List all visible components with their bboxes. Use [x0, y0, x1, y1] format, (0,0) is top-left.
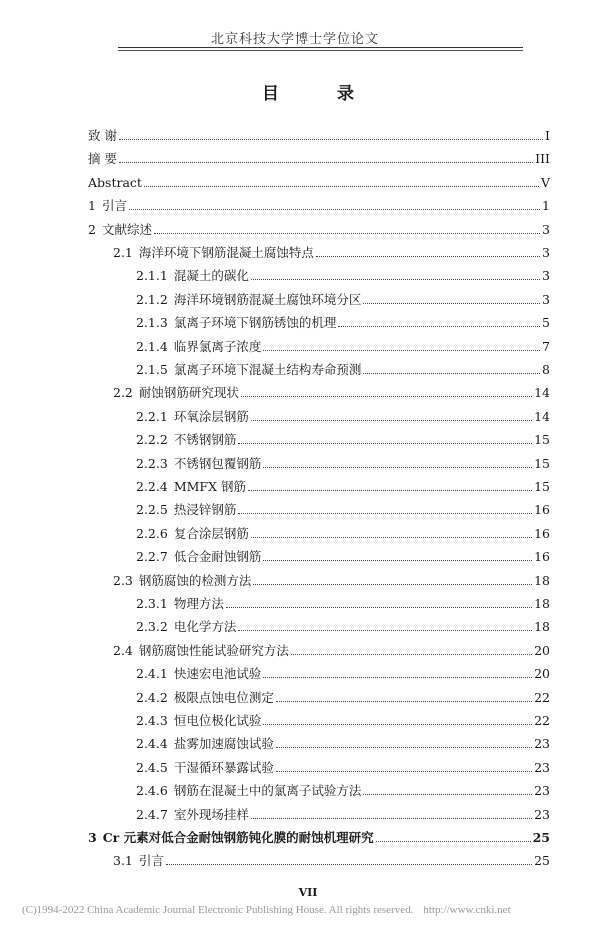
- toc-entry-label: Cr 元素对低合金耐蚀钢筋钝化膜的耐蚀机理研究: [102, 830, 374, 845]
- toc-entry-page: 25: [534, 853, 550, 869]
- dot-leader: [119, 162, 533, 163]
- toc-entry-label: 摘 要: [88, 151, 117, 167]
- toc-entry-page: 22: [534, 689, 550, 705]
- dot-leader: [276, 747, 532, 748]
- toc-entry-page: 3: [542, 268, 550, 284]
- dot-leader: [238, 630, 532, 631]
- toc-entry-label: 氯离子环境下混凝土结构寿命预测: [173, 362, 362, 377]
- toc-entry-page: 16: [534, 549, 550, 565]
- toc-entry-label: 钢筋腐蚀的检测方法: [138, 572, 252, 588]
- toc-entry-label: 物理方法: [173, 596, 224, 611]
- toc-entry-page: 3: [542, 221, 550, 237]
- dot-leader: [253, 584, 532, 585]
- toc-entry[interactable]: [136, 731, 550, 751]
- toc-entry-page: 23: [534, 806, 550, 822]
- toc-entry-number: 2.1.1: [136, 268, 168, 284]
- toc-entry[interactable]: [136, 614, 550, 634]
- toc-entry-page: 15: [534, 432, 550, 448]
- toc-entry-label: 引言: [138, 853, 164, 869]
- dot-leader: [166, 864, 532, 865]
- toc-entry-page: 25: [532, 830, 550, 845]
- toc-entry-number: 2.2.3: [136, 455, 168, 471]
- toc-entry[interactable]: [88, 825, 550, 845]
- toc-entry-page: 3: [542, 291, 550, 307]
- toc-entry[interactable]: [136, 404, 550, 424]
- toc-entry-label: 低合金耐蚀钢筋: [173, 549, 262, 565]
- toc-entry-label: 干湿循环暴露试验: [173, 759, 274, 775]
- toc-entry-label: 钢筋在混凝土中的氯离子试验方法: [173, 783, 362, 799]
- toc-entry[interactable]: [136, 661, 550, 681]
- toc-entry-label: 氯离子环境下钢筋锈蚀的机理: [173, 315, 337, 331]
- dot-leader: [251, 420, 532, 421]
- toc-entry[interactable]: [136, 544, 550, 564]
- toc-entry[interactable]: [88, 123, 550, 143]
- toc-entry[interactable]: [88, 217, 550, 237]
- dot-leader: [338, 326, 540, 327]
- toc-entry-page: 15: [534, 455, 550, 471]
- toc-entry[interactable]: [136, 334, 550, 354]
- toc-entry-label: 环氧涂层钢筋: [173, 408, 249, 424]
- dot-leader: [263, 467, 532, 468]
- toc-entry-label: 文献综述: [101, 221, 152, 237]
- toc-entry[interactable]: [113, 638, 550, 658]
- toc-entry-page: 20: [534, 642, 550, 658]
- dot-leader: [241, 396, 532, 397]
- toc-entry-number: 2.3: [113, 572, 133, 588]
- toc-entry-page: 5: [542, 315, 550, 331]
- toc-entry-number: 2.4.4: [136, 736, 168, 752]
- dot-leader: [238, 513, 532, 514]
- toc-entry-page: 23: [534, 759, 550, 775]
- toc-entry-label: 海洋环境下钢筋混凝土腐蚀特点: [138, 245, 314, 260]
- copyright-notice: [22, 904, 511, 916]
- toc-entry[interactable]: [113, 848, 550, 868]
- toc-entry-label: 引言: [101, 198, 127, 214]
- toc-entry-number: 2.4.2: [136, 689, 168, 705]
- toc-entry-number: 2.1.3: [136, 315, 168, 331]
- toc-entry[interactable]: [136, 755, 550, 775]
- toc-entry-number: 2.4: [113, 642, 133, 658]
- dot-leader: [144, 186, 539, 187]
- toc-entry[interactable]: [136, 708, 550, 728]
- toc-entry-number: 2.4.1: [136, 666, 168, 682]
- toc-entry-label: 不锈钢钢筋: [173, 432, 237, 448]
- page-number: VII: [298, 886, 318, 899]
- toc-entry-number: 2.2.6: [136, 525, 168, 541]
- toc-entry-label: 混凝土的碳化: [173, 268, 249, 284]
- toc-entry-number: 3: [88, 830, 97, 845]
- toc-entry[interactable]: [136, 357, 550, 377]
- toc-entry-number: 2.2.4: [136, 479, 168, 494]
- dot-leader: [154, 233, 540, 234]
- toc-entry-number: 2.1.2: [136, 291, 168, 307]
- toc-entry-label: 室外现场挂样: [173, 806, 249, 822]
- toc-entry-page: 22: [534, 713, 550, 728]
- toc-entry-label: Abstract: [88, 174, 142, 190]
- source-url[interactable]: http://www.cnki.net: [423, 904, 511, 916]
- toc-entry-page: 14: [534, 385, 550, 401]
- toc-entry-number: 2.2.5: [136, 502, 168, 518]
- dot-leader: [263, 560, 532, 561]
- dot-leader: [291, 654, 532, 655]
- toc-entry-label: 热浸锌钢筋: [173, 502, 237, 518]
- toc-entry-page: 23: [534, 783, 550, 799]
- dot-leader: [248, 490, 532, 491]
- toc-entry-page: V: [540, 174, 550, 190]
- toc-entry-label: 不锈钢包覆钢筋: [173, 455, 262, 471]
- toc-entry-page: I: [545, 128, 550, 143]
- toc-entry-number: 1: [88, 198, 96, 214]
- toc-entry-label: 钢筋腐蚀性能试验研究方法: [138, 642, 289, 658]
- dot-leader: [363, 303, 540, 304]
- dot-leader: [276, 701, 532, 702]
- toc-entry-label: MMFX 钢筋: [173, 479, 246, 494]
- toc-entry-number: 2.4.7: [136, 806, 168, 822]
- toc-entry[interactable]: [136, 427, 550, 447]
- copyright-text: (C)1994-2022 China Academic Journal Electronic Publishing House. All rights reserved.: [22, 904, 414, 916]
- dot-leader: [316, 256, 540, 257]
- toc-entry-number: 2.2: [113, 385, 133, 401]
- toc-entry-number: 2.2.2: [136, 432, 168, 448]
- toc-entry-page: 18: [534, 596, 550, 611]
- toc-entry[interactable]: [136, 778, 550, 798]
- toc-entry-page: 18: [534, 572, 550, 588]
- toc-entry[interactable]: [136, 802, 550, 822]
- toc-entry-number: 2.1: [113, 245, 133, 260]
- toc-entry[interactable]: [136, 521, 550, 541]
- dot-leader: [263, 350, 540, 351]
- toc-entry-number: 3.1: [113, 853, 133, 869]
- toc-entry[interactable]: [88, 170, 550, 190]
- toc-entry-page: 7: [542, 338, 550, 354]
- toc-entry[interactable]: [136, 451, 550, 471]
- toc-entry-label: 临界氯离子浓度: [173, 338, 262, 354]
- toc-entry[interactable]: [88, 193, 550, 213]
- toc-entry-page: 16: [534, 502, 550, 518]
- toc-entry[interactable]: [136, 497, 550, 517]
- dot-leader: [119, 139, 543, 140]
- dot-leader: [238, 443, 532, 444]
- toc-entry[interactable]: [136, 310, 550, 330]
- toc-entry[interactable]: [136, 591, 550, 611]
- toc-entry-page: 14: [534, 408, 550, 424]
- toc-entry[interactable]: [88, 146, 550, 166]
- dot-leader: [363, 794, 532, 795]
- dot-leader: [363, 373, 540, 374]
- toc-entry-page: 8: [542, 362, 550, 377]
- toc-entry-label: 电化学方法: [173, 619, 237, 635]
- toc-entry[interactable]: [136, 474, 550, 494]
- toc-entry-number: 2.4.3: [136, 713, 168, 728]
- toc-entry-label: 致 谢: [88, 128, 117, 143]
- dot-leader: [276, 771, 532, 772]
- toc-entry-page: 15: [534, 479, 550, 494]
- toc-entry-number: 2.2.1: [136, 408, 168, 424]
- toc-entry-number: 2: [88, 221, 96, 237]
- toc-entry[interactable]: [113, 568, 550, 588]
- toc-entry-page: 20: [534, 666, 550, 682]
- dot-leader: [251, 279, 540, 280]
- toc-entry-label: 极限点蚀电位测定: [173, 689, 274, 705]
- toc-entry-page: 16: [534, 525, 550, 541]
- toc-entry[interactable]: [136, 685, 550, 705]
- toc-entry-label: 盐雾加速腐蚀试验: [173, 736, 274, 752]
- toc-entry-number: 2.3.2: [136, 619, 168, 635]
- dot-leader: [263, 724, 532, 725]
- dot-leader: [263, 677, 532, 678]
- toc-entry[interactable]: [136, 263, 550, 283]
- toc-entry-number: 2.1.5: [136, 362, 168, 377]
- dot-leader: [251, 818, 532, 819]
- toc-entry-label: 快速宏电池试验: [173, 666, 262, 682]
- dot-leader: [376, 841, 531, 842]
- page-title: 目 录: [262, 84, 380, 104]
- toc-entry-number: 2.2.7: [136, 549, 168, 565]
- dot-leader: [226, 607, 532, 608]
- toc-entry[interactable]: [136, 287, 550, 307]
- toc-entry-page: 1: [542, 198, 550, 214]
- toc-entry[interactable]: [113, 240, 550, 260]
- toc-entry-page: 23: [534, 736, 550, 752]
- toc-entry-page: III: [535, 151, 550, 167]
- toc-entry-page: 3: [542, 245, 550, 260]
- toc-entry-number: 2.4.6: [136, 783, 168, 799]
- dot-leader: [251, 537, 532, 538]
- toc-entry-label: 海洋环境钢筋混凝土腐蚀环境分区: [173, 291, 362, 307]
- toc-entry-label: 恒电位极化试验: [173, 713, 262, 728]
- toc-entry[interactable]: [113, 380, 550, 400]
- toc-entry-label: 复合涂层钢筋: [173, 525, 249, 541]
- running-header: 北京科技大学博士学位论文: [210, 32, 379, 47]
- toc-entry-number: 2.4.5: [136, 759, 168, 775]
- toc-entry-number: 2.1.4: [136, 338, 168, 354]
- toc-entry-page: 18: [534, 619, 550, 635]
- toc-entry-number: 2.3.1: [136, 596, 168, 611]
- toc-entry-label: 耐蚀钢筋研究现状: [138, 385, 239, 401]
- dot-leader: [129, 209, 540, 210]
